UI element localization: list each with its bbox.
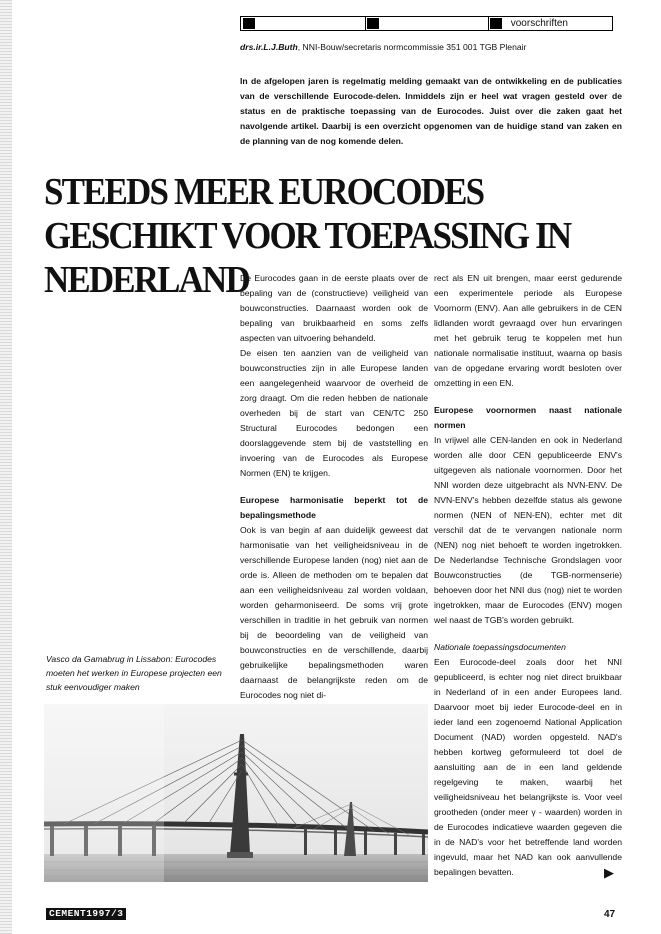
section-category: voorschriften — [510, 18, 568, 29]
text-column-2 — [434, 271, 622, 880]
article-title: STEEDS MEER EUROCODES GESCHIKT VOOR TOEPASSING IN NEDERLAND — [44, 171, 571, 301]
section-heading: Europese voornormen naast nationale normen — [434, 405, 622, 430]
section-header-bar — [240, 16, 613, 31]
subsection-heading: Nationale toepassingsdocumenten — [434, 642, 566, 652]
magazine-issue: CEMENT1997/3 — [46, 908, 126, 920]
author-line — [240, 41, 630, 53]
header-divider — [365, 17, 366, 30]
header-block-marker — [367, 18, 379, 29]
article-intro: In de afgelopen jaren is regelmatig melding gemaakt van de ontwikkeling en de publicaties van de verschillende Eurocode-delen. Inmiddels zijn er heel wat vragen gesteld over de status en de praktische toepassing van de Eurocodes. Juist over die zaken gaat het navolgende artikel. Daarbij is een overzicht opgenomen van de huidige stand van zaken en de planning van de nog komende delen. — [240, 76, 622, 146]
header-block-marker — [490, 18, 502, 29]
page-edge-strip — [0, 0, 12, 934]
header-divider — [488, 17, 489, 30]
author-affiliation: , NNI-Bouw/secretaris normcommissie 351 001 TGB Plenair — [297, 42, 527, 52]
paragraph: In vrijwel alle CEN-landen en ook in Nederland worden alle door CEN gepubliceerde ENV's uitgegeven als nationale voornormen. Door het NNI worden deze uitgebracht als NVN-ENV. De NVN-ENV's hebben dezelfde status als gewone normen (NEN of NEN-EN), echter met dit verschil dat de te vervangen nationale norm (NEN) nog niet behoeft te worden ingetrokken. De Nederlandse Technische Grondslagen voor Bouwconstructies (de TGB-normenserie) behoeven door het NNI dus (nog) niet te worden ingetrokken, maar de Eurocodes (ENV) mogen wel naast de TGB's worden gebruikt. — [434, 435, 622, 625]
text-column-1 — [240, 271, 428, 703]
bridge-illustration — [44, 704, 428, 882]
paragraph: De Eurocodes gaan in de eerste plaats over de bepaling van de (constructieve) veiligheid van bouwconstructies. Daarnaast worden ook de bepaling van bruikbaarheid en soms zelfs aspecten van uitvoering behandeld. — [240, 273, 428, 343]
bridge-photo — [44, 704, 428, 882]
paragraph: Een Eurocode-deel zoals door het NNI gepubliceerd, is echter nog niet direct bruikbaar in Nederland of in een ander Europees land. Daarvoor moet bij ieder Eurocode-deel en in ieder land een zogenoemd National Application Document (NAD) worden opgesteld. NAD's hebben kortweg geformuleerd tot doel de aansluiting aan de in een land geldende regelgeving te maken, waarbij het veiligheidsniveau het belangrijkste is. Voor veel grootheden (onder meer γ - waarden) worden in de Eurocodes indicatieve waarden gegeven die in de NAD's voor het betreffende land worden ingevuld, maar het NAD kan ook aanvullende bepalingen bevatten. — [434, 657, 622, 877]
section-heading: Europese harmonisatie beperkt tot de bepalingsmethode — [240, 495, 428, 520]
author-name: drs.ir.L.J.Buth — [240, 42, 298, 52]
page-number: 47 — [604, 909, 616, 920]
header-block-marker — [243, 18, 255, 29]
photo-caption: Vasco da Gamabrug in Lissabon: Eurocodes moeten het werken in Europese projecten een stuk eenvoudiger maken — [46, 654, 222, 692]
paragraph: Ook is van begin af aan duidelijk geweest dat harmonisatie van het veiligheidsniveau in de verschillende Europese landen (nog) niet aan de orde is. Alleen de methoden om te bepalen dat aan een veiligheidsniveau zal worden voldaan, worden geharmoniseerd. De soms vrij grote verschillen in traditie in het gebruik van normen bij de beoordeling van de veiligheid van bouwconstructies en de verschillende, daarbij gebruikelijke bepalingsmethoden waren daarnaast de belangrijkste reden om de Eurocodes nog niet di- — [240, 525, 428, 700]
paragraph: rect als EN uit brengen, maar eerst gedurende een experimentele periode als Europese Voornorm (ENV). Aan alle gebruikers in de CEN lidlanden wordt gevraagd over hun ervaringen met het gebruik terug te koppelen met hun nationale normalisatie instituut, waarna op basis van de opgedane ervaring wordt besloten over omzetting in een EN. — [434, 273, 622, 388]
paragraph: De eisen ten aanzien van de veiligheid van bouwconstructies zijn in alle Europese landen een aangelegenheid waarvoor de overheid de zorg draagt. Om die reden hebben de nationale overheden bij de start van CEN/TC 250 Structural Eurocodes bedongen een doorslaggevende stem bij de vaststelling en invoering van de Eurocodes als Europese Normen (EN) te krijgen. — [240, 348, 428, 478]
triangle-right-icon: ▶ — [604, 865, 614, 880]
